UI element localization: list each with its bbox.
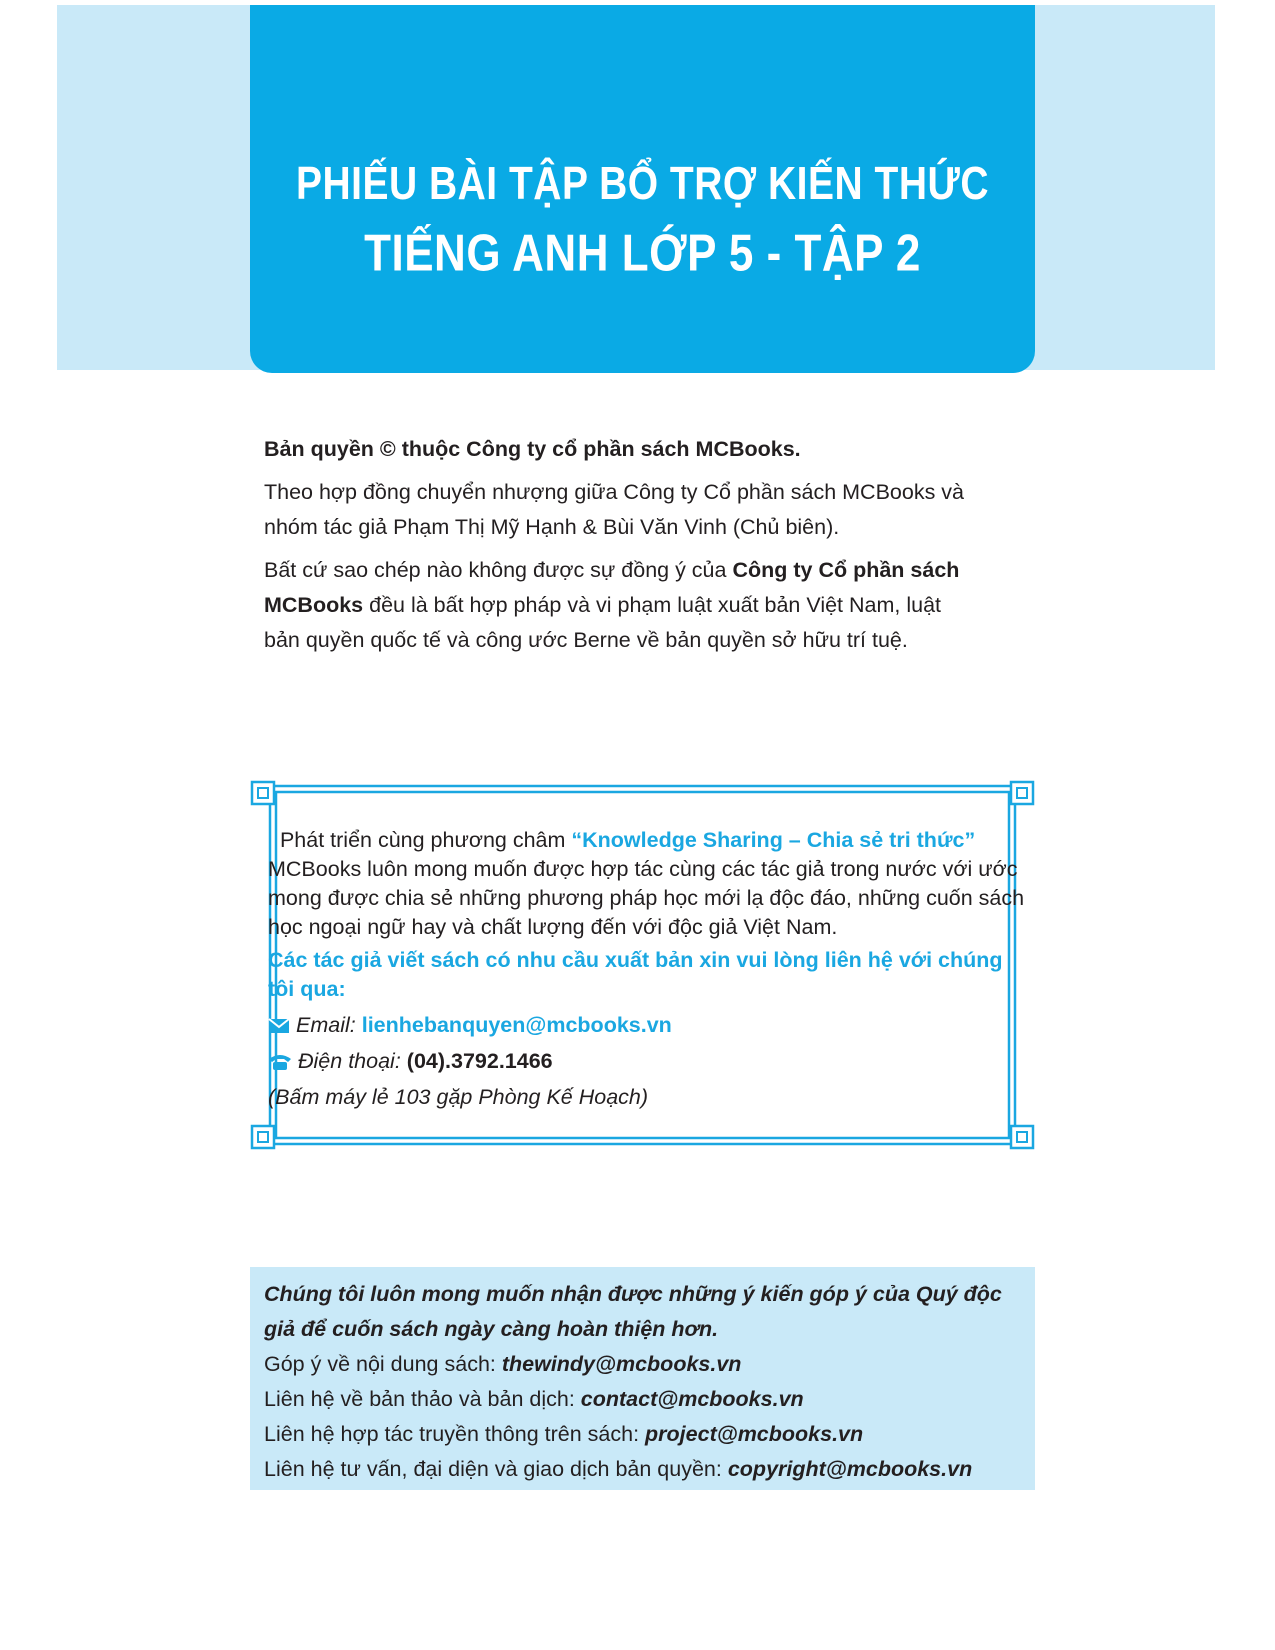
copy-warning	[264, 553, 964, 658]
contact-email-link[interactable]: project@mcbooks.vn	[645, 1422, 864, 1446]
feedback-contact	[264, 1417, 1024, 1452]
book-title-line2: TIẾNG ANH LỚP 5 - TẬP 2	[364, 224, 921, 283]
copyright-section	[264, 432, 1024, 666]
envelope-icon	[268, 1017, 290, 1035]
phone-line	[268, 1046, 1028, 1076]
extension-note: (Bấm máy lẻ 103 gặp Phòng Kế Hoạch)	[268, 1085, 649, 1109]
feedback-panel	[250, 1267, 1035, 1490]
email-line	[268, 1010, 1028, 1040]
publishing-info-box	[268, 826, 1028, 1112]
intro-rest: MCBooks luôn mong muốn được hợp tác cùng các tác giả trong nước với ước mong được chia sẻ những phương pháp học mới lạ độc đáo, những cuốn sách học ngoại ngữ hay và chất lượng đến với độc giả Việt Nam.	[268, 857, 1025, 939]
contact-email-link[interactable]: contact@mcbooks.vn	[580, 1387, 804, 1411]
phone-icon	[268, 1053, 292, 1071]
box-intro	[268, 826, 1028, 855]
motto: “Knowledge Sharing – Chia sẻ tri thức”	[571, 828, 976, 852]
contact-label: Liên hệ tư vấn, đại diện và giao dịch bản quyền:	[264, 1457, 728, 1481]
feedback-contact	[264, 1382, 1024, 1417]
email-label: Email:	[296, 1013, 356, 1037]
warning-prefix: Bất cứ sao chép nào không được sự đồng ý của	[264, 558, 733, 582]
email-link[interactable]: lienhebanquyen@mcbooks.vn	[361, 1013, 672, 1037]
contact-email-link[interactable]: thewindy@mcbooks.vn	[501, 1352, 742, 1376]
contact-label: Liên hệ về bản thảo và bản dịch:	[264, 1387, 581, 1411]
contact-email-link[interactable]: copyright@mcbooks.vn	[727, 1457, 973, 1481]
authors-cta: Các tác giả viết sách có nhu cầu xuất bản xin vui lòng liên hệ với chúng tôi qua:	[268, 948, 1003, 1001]
book-title-line1: PHIẾU BÀI TẬP BỔ TRỢ KIẾN THỨC	[295, 159, 990, 210]
feedback-intro: Chúng tôi luôn mong muốn nhận được những ý kiến góp ý của Quý độc giả để cuốn sách ngày càng hoàn thiện hơn.	[264, 1282, 1002, 1341]
intro-prefix: Phát triển cùng phương châm	[279, 828, 572, 852]
feedback-contact	[264, 1347, 1024, 1382]
warning-company: Công ty Cổ phần sách MCBooks	[264, 558, 960, 617]
warning-suffix: đều là bất hợp pháp và vi phạm luật xuất bản Việt Nam, luật bản quyền quốc tế và công ước Berne về bản quyền sở hữu trí tuệ.	[264, 593, 942, 652]
title-panel	[250, 5, 1035, 373]
contract-statement: Theo hợp đồng chuyển nhượng giữa Công ty Cổ phần sách MCBooks và nhóm tác giả Phạm Thị Mỹ Hạnh & Bùi Văn Vinh (Chủ biên).	[264, 480, 965, 539]
contact-label: Liên hệ hợp tác truyền thông trên sách:	[264, 1422, 646, 1446]
phone-label: Điện thoại:	[298, 1049, 401, 1073]
copyright-notice: Bản quyền © thuộc Công ty cổ phần sách MCBooks.	[264, 437, 801, 461]
feedback-contact	[264, 1452, 1024, 1487]
contact-label: Góp ý về nội dung sách:	[264, 1352, 502, 1376]
phone-number: (04).3792.1466	[406, 1049, 553, 1073]
